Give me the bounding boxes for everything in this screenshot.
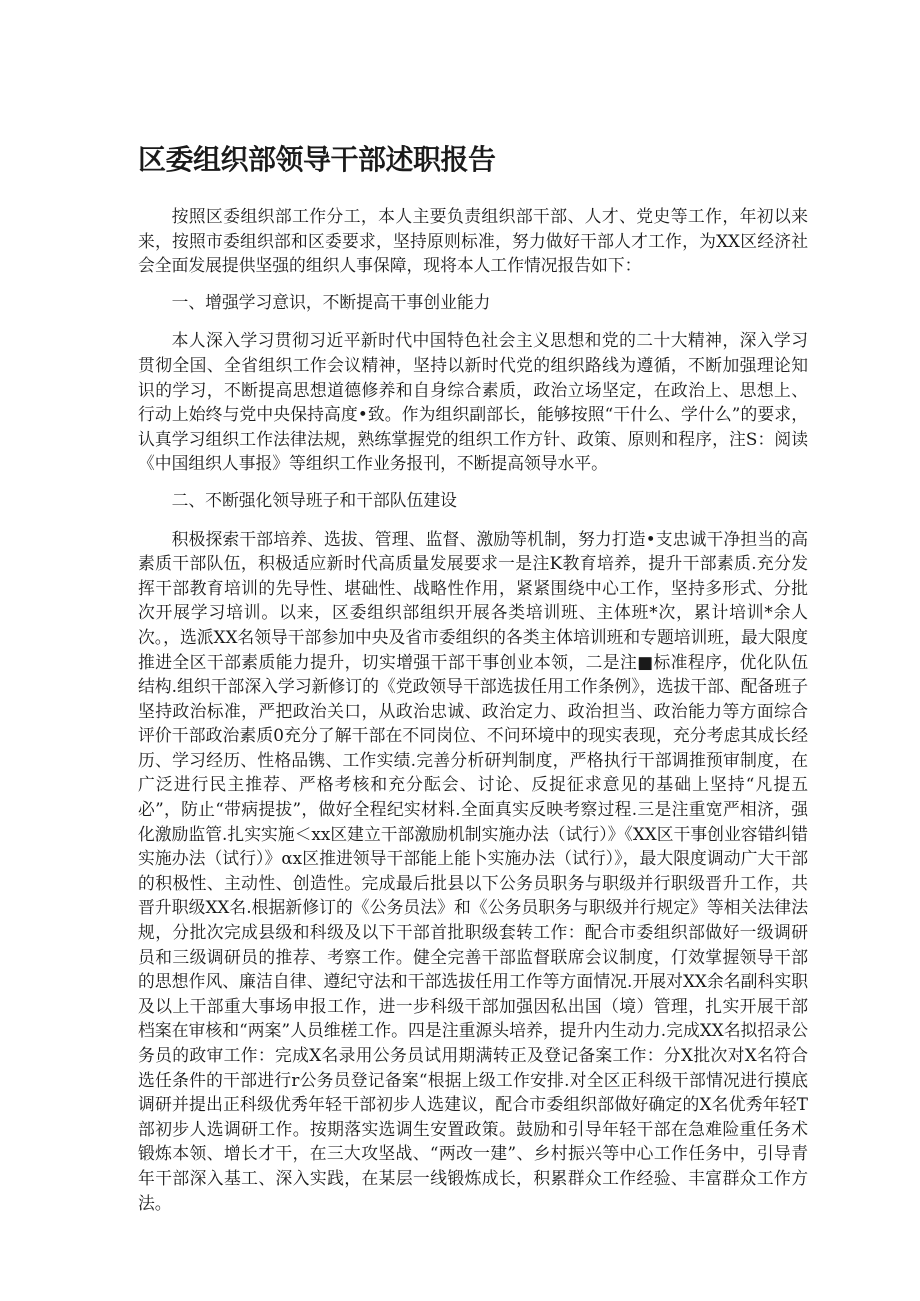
section-body-2: 积极探索干部培养、选拔、管理、监督、激励等机制，努力打造•支忠诚干净担当的高素质干部队伍，积极适应新时代高质量发展要求一是注K教育培养，提升干部素质.充分发挥干部教育培训的先导性、堪础性、战略性作用，紧紧围绕中心工作，坚持多形式、分批次开展学习培训。以来，区委组织部组织开展各类培训班、主体班*次，累计培训*余人次。，选派XX名领导干部参加中央及省市委组织的各类主体培训班和专题培训班，最大限度推进全区干部素质能力提升，切实增强干部干事创业本领，二是注■标准程序，优化队伍结构.组织干部深入学习新修订的《党政领导干部选拔任用工作条例》，选拔干部、配备班子坚持政治标准，严把政治关口，从政治忠诚、政治定力、政治担当、政治能力等方面综合评价干部政治素质0充分了解干部在不同岗位、不问环境中的现实表现，充分考虑其成长经历、学习经历、性格品镌、工作实绩.完善分析研判制度，严格执行干部调推预审制度，在广泛进行民主推荐、严格考核和充分酝会、讨论、反捉征求意见的基础上坚持“凡提五必”，防止“带病提拔”，做好全程纪实材料.全面真实反映考察过程.三是注重宽严相济，强化激励监管.扎实实施＜xx区建立干部激励机制实施办法（试行）》《XX区干事创业容错纠错实施办法（试行）》αx区推进领导干部能上能卜实施办法（试行）》，最大限度调动广大干部的积极性、主动性、创造性。完成最后批县以下公务员职务与职级并行职级晋升工作，共晋升职级XX名.根据新修订的《公务员法》和《公务员职务与职级并行规定》等相关法律法规，分批次完成县级和科级及以下干部首批职级套转工作：配合市委组织部做好一级调研员和三级调研员的推荐、考察工作。健全完善干部监督联席会议制度，仃效掌握领导干部的思想作风、廉洁自律、遵纪守法和干部选拔任用工作等方面情况.开展对XX余名副科实职及以上干部重大事场申报工作，进一步科级干部加强因私出国（境）管理，扎实开展干部档案在审核和“两案”人员维槎工作。四是注重源头培养，提升内生动力.完成XX名拟招录公务员的政审工作：完成X名录用公务员试用期满转正及登记备案工作：分X批次对X名符合选任条件的干部进行r公务员登记备案“根据上级工作安排.对全区正科级干部情况进行摸底调研并提出正科级优秀年轻干部初步人选建议，配合市委组织部做好确定的X名优秀年轻T部初步人选调研工作。按期落实选调生安置政策。鼓励和引导年轻干部在急难险重任务术锻炼本领、增长才干，在三大攻坚战、“两改一建”、乡村振兴等中心工作任务中，引导青年干部深入基工、深入实践，在某层一线锻炼成长，积累群众工作经验、丰富群众工作方法。 [138,528,808,1213]
intro-paragraph: 按照区委组织部工作分工，本人主要负责组织部干部、人才、党史等工作，年初以来来，按照市委组织部和区委要求，坚持原则标准，努力做好干部人才工作，为XX区经济社会全面发展提供坚强的组织人事保障，现将本人工作情况报告如下： [138,206,808,276]
section-body-1: 本人深入学习贯彻习近平新时代中国特色社会主义思想和党的二十大精神，深入学习贯彻全国、全省组织工作会议精神，坚持以新时代党的组织路线为遵循，不断加强理论知识的学习，不断提高思想道德修养和自身综合素质，政治立场坚定，在政治上、思想上、行动上始终与党中央保持高度•致。作为组织副部长，能够按照“干什么、学什么”的要求，认真学习组织工作法律法规，熟练掌握党的组织工作方针、政策、原则和程序，注S：阅读《中国组织人事报》等组织工作业务报刊，不断提高领导水平。 [138,330,808,474]
section-heading-1: 一、增强学习意识，不断提高干事创业能力 [171,291,491,312]
document-title: 区委组织部领导干部述职报告 [138,143,496,176]
section-heading-2: 二、不断强化领导班子和干部队伍建设 [171,489,457,510]
